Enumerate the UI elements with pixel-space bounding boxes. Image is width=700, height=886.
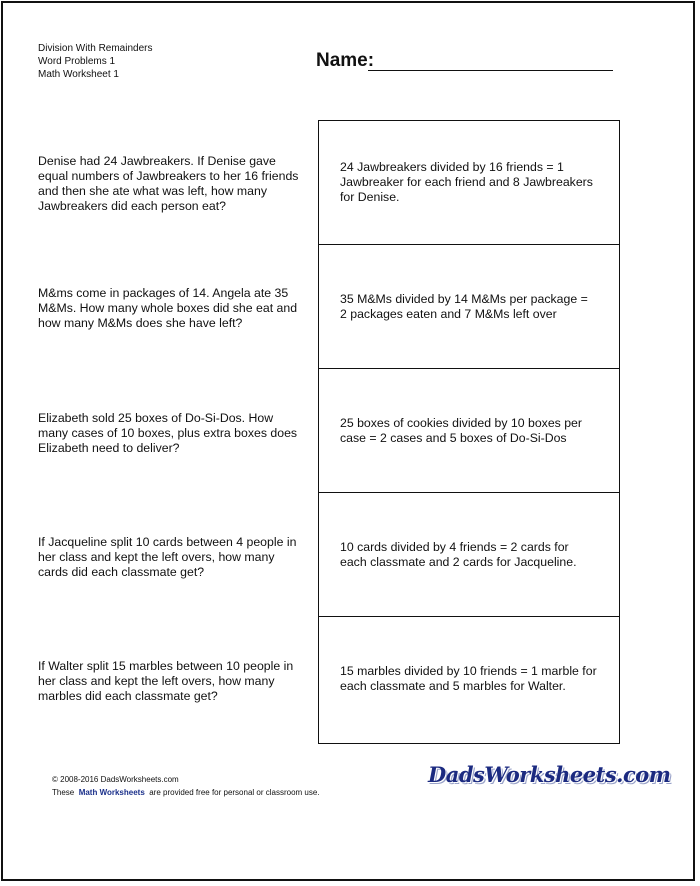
worksheet-number: Math Worksheet 1	[38, 69, 119, 80]
question-2: M&ms come in packages of 14. Angela ate 35 M&Ms. How many whole boxes did she eat and how many M&Ms does she have left?	[38, 286, 298, 330]
answer-4: 10 cards divided by 4 friends = 2 cards for each classmate and 2 cards for Jacqueline.	[340, 539, 577, 569]
question-1: Denise had 24 Jawbreakers. If Denise gave equal numbers of Jawbreakers to her 16 friends and then she ate what was left, how many Jawbreakers did each person eat?	[38, 154, 299, 213]
question-4: If Jacqueline split 10 cards between 4 people in her class and kept the left overs, how many cards did each classmate get?	[38, 535, 297, 579]
worksheet-topic: Division With Remainders	[38, 43, 153, 54]
answer-cell-5	[319, 617, 619, 741]
copyright-text: © 2008-2016 DadsWorksheets.com	[52, 775, 179, 784]
footer-usage-note	[52, 786, 320, 799]
name-line	[368, 70, 613, 71]
answer-cell-3	[319, 369, 619, 493]
answer-cell-2	[319, 245, 619, 369]
name-label: Name:	[316, 50, 375, 71]
answer-1: 24 Jawbreakers divided by 16 friends = 1 Jawbreaker for each friend and 8 Jawbreakers for Denise.	[340, 160, 593, 204]
worksheet-subtopic: Word Problems 1	[38, 56, 116, 67]
dadsworksheets-logo[interactable]: DadsWorksheets.com	[428, 762, 671, 787]
answer-cell-4	[319, 493, 619, 617]
answer-2: 35 M&Ms divided by 14 M&Ms per package = 2 packages eaten and 7 M&Ms left over	[340, 291, 588, 321]
footer-suffix: are provided free for personal or classroom use.	[149, 788, 320, 797]
answer-cell-1	[319, 121, 619, 245]
answer-3: 25 boxes of cookies divided by 10 boxes per case = 2 cases and 5 boxes of Do-Si-Dos	[340, 415, 582, 445]
answer-5: 15 marbles divided by 10 friends = 1 marble for each classmate and 5 marbles for Walter.	[340, 664, 597, 693]
footer	[52, 773, 320, 799]
worksheet-header	[38, 42, 152, 81]
question-3: Elizabeth sold 25 boxes of Do-Si-Dos. How many cases of 10 boxes, plus extra boxes does Elizabeth need to deliver?	[38, 411, 298, 455]
question-5: If Walter split 15 marbles between 10 people in her class and kept the left overs, how many marbles did each classmate get?	[38, 659, 294, 703]
math-worksheets-link[interactable]: Math Worksheets	[78, 788, 145, 797]
footer-prefix: These	[52, 788, 75, 797]
answer-key-box	[318, 120, 620, 744]
